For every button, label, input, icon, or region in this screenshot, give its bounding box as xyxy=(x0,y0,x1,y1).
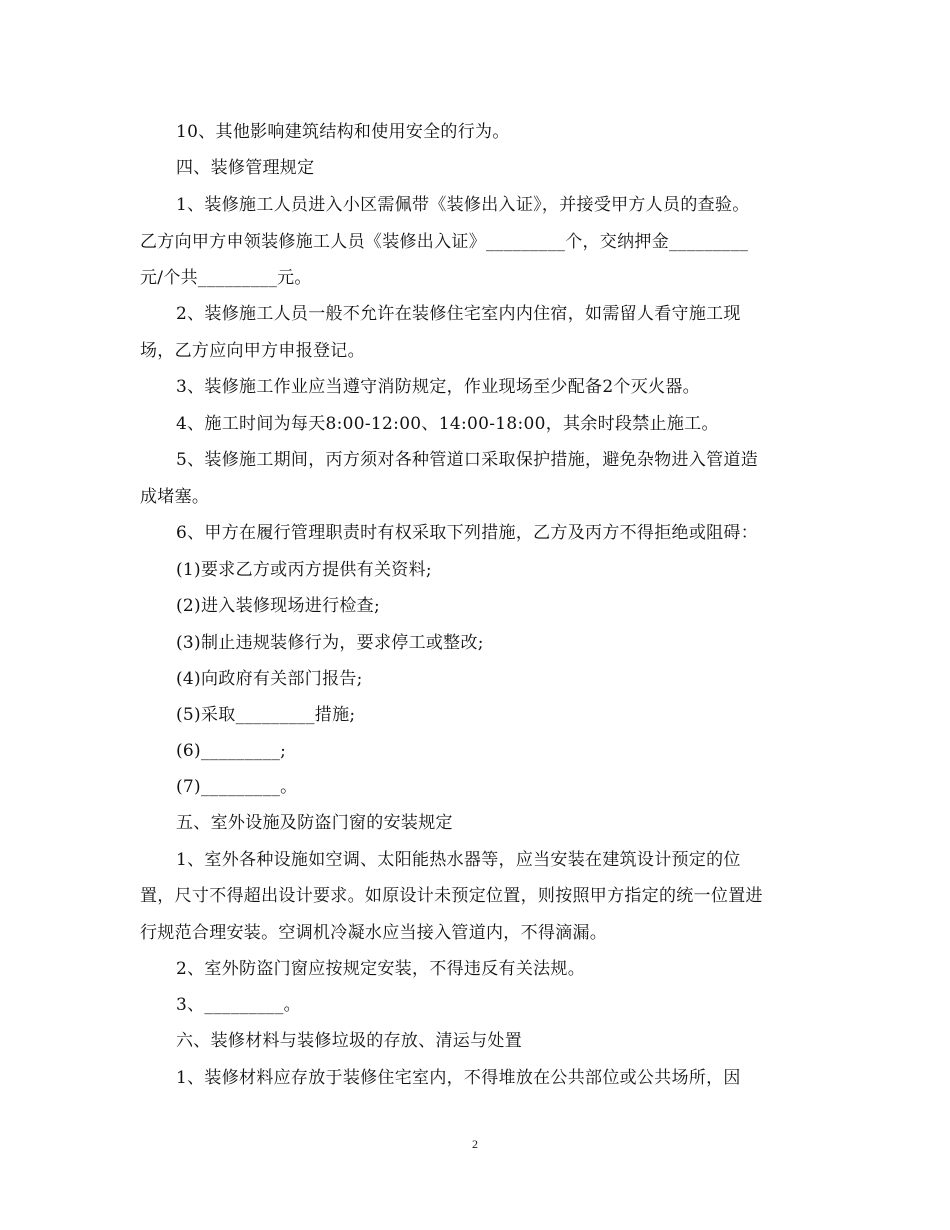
text-line: 乙方向甲方申领装修施工人员《装修出入证》_________个，交纳押金_________ xyxy=(140,232,749,252)
text-line: 成堵塞。 xyxy=(140,487,210,507)
text-line: 4、施工时间为每天8:00-12:00、14:00-18:00，其余时段禁止施工。 xyxy=(176,414,719,434)
text-line: 5、装修施工期间，丙方须对各种管道口采取保护措施，避免杂物进入管道造 xyxy=(176,450,759,470)
text-line: 行规范合理安装。空调机冷凝水应当接入管道内，不得滴漏。 xyxy=(140,923,608,943)
text-line: 1、装修材料应存放于装修住宅室内，不得堆放在公共部位或公共场所，因 xyxy=(176,1068,741,1088)
section-heading: 五、室外设施及防盗门窗的安装规定 xyxy=(176,813,453,833)
list-item: (7)_________。 xyxy=(176,777,298,797)
section-heading: 六、装修材料与装修垃圾的存放、清运与处置 xyxy=(176,1031,522,1051)
list-item: (2)进入装修现场进行检查; xyxy=(176,596,381,616)
text-line: 6、甲方在履行管理职责时有权采取下列措施，乙方及丙方不得拒绝或阻碍： xyxy=(176,523,759,543)
text-line: 1、装修施工人员进入小区需佩带《装修出入证》，并接受甲方人员的查验。 xyxy=(176,195,750,215)
text-line: 2、装修施工人员一般不允许在装修住宅室内内住宿，如需留人看守施工现 xyxy=(176,304,741,324)
text-line: 10、其他影响建筑结构和使用安全的行为。 xyxy=(176,122,510,142)
section-heading: 四、装修管理规定 xyxy=(176,158,315,178)
text-line: 元/个共_________元。 xyxy=(140,268,312,288)
text-line: 置，尺寸不得超出设计要求。如原设计未预定位置，则按照甲方指定的统一位置进 xyxy=(140,886,763,906)
list-item: (6)_________; xyxy=(176,741,287,761)
list-item: (5)采取_________措施; xyxy=(176,705,356,725)
text-line: 3、装修施工作业应当遵守消防规定，作业现场至少配备2个灭火器。 xyxy=(176,377,700,397)
text-line: 场，乙方应向甲方申报登记。 xyxy=(140,341,365,361)
list-item: (3)制止违规装修行为，要求停工或整改; xyxy=(176,633,484,653)
list-item: (1)要求乙方或丙方提供有关资料; xyxy=(176,560,432,580)
list-item: (4)向政府有关部门报告; xyxy=(176,669,363,689)
text-line: 2、室外防盗门窗应按规定安装，不得违反有关法规。 xyxy=(176,959,586,979)
text-line: 1、室外各种设施如空调、太阳能热水器等，应当安装在建筑设计预定的位 xyxy=(176,850,741,870)
page-number: 2 xyxy=(472,1137,478,1151)
text-line: 3、_________。 xyxy=(176,995,301,1015)
